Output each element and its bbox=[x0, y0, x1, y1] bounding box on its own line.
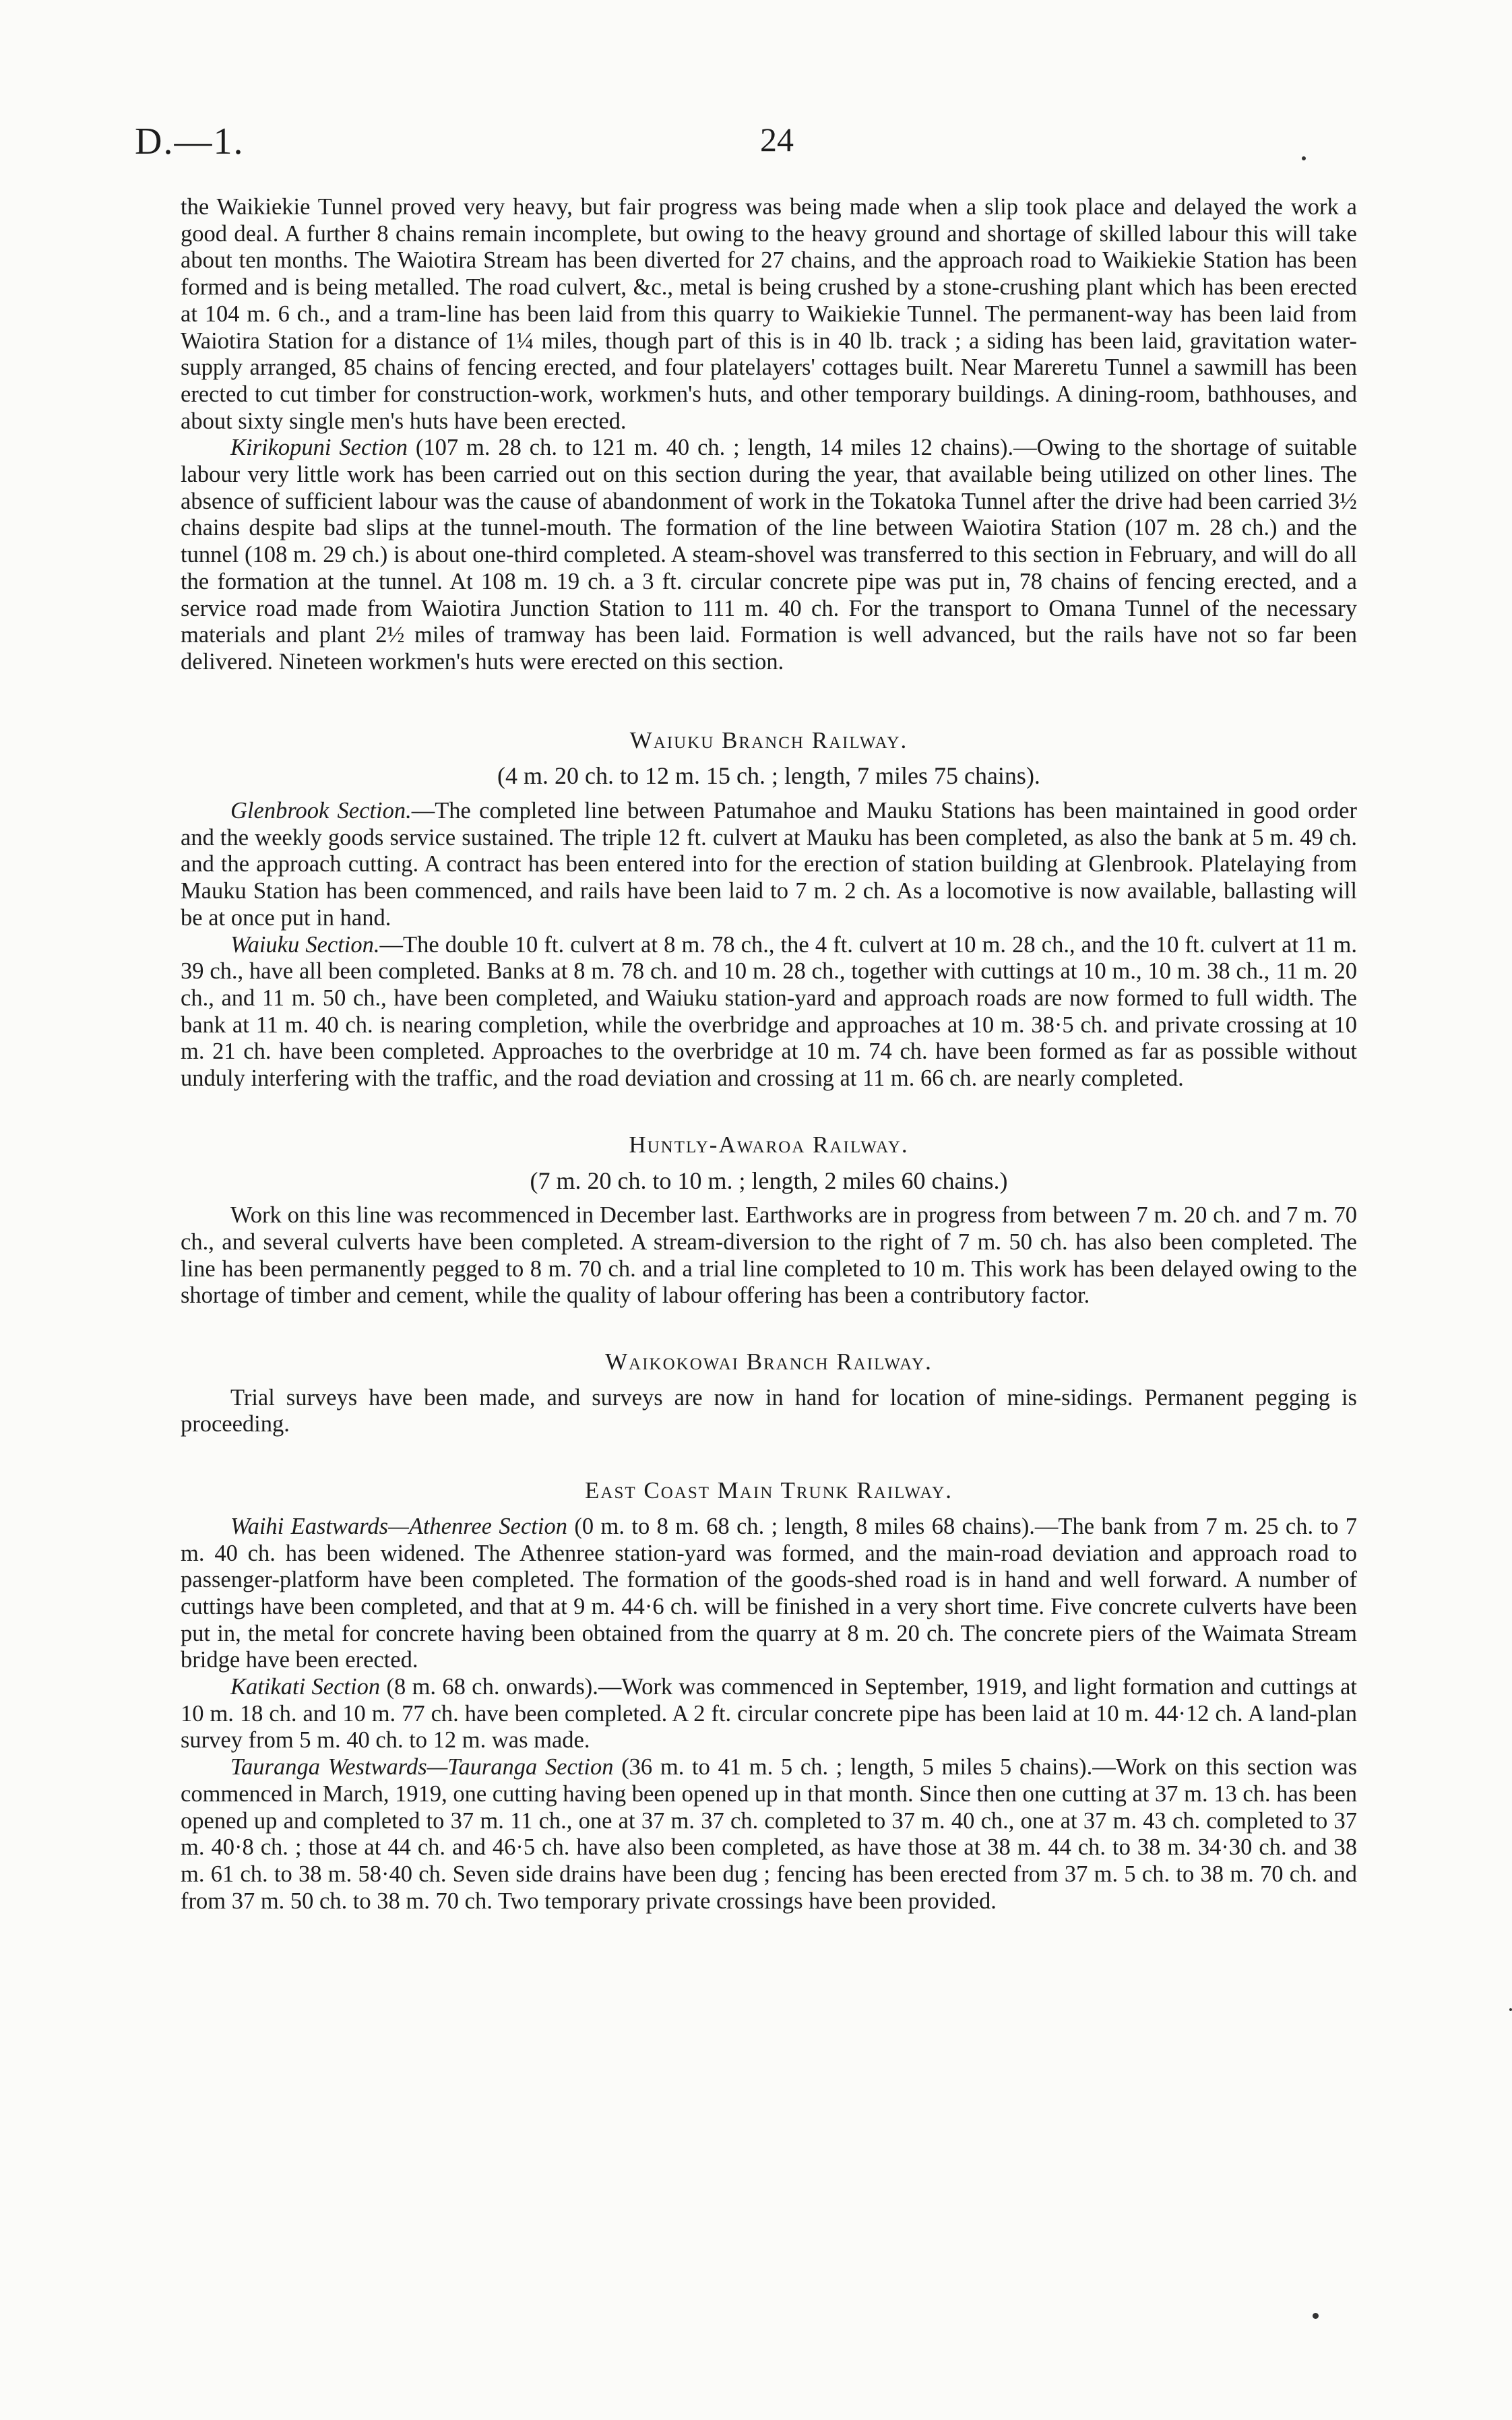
waiuku-heading: Waiuku Branch Railway. bbox=[629, 726, 908, 753]
margin-dot bbox=[1302, 156, 1306, 160]
section-text: (0 m. to 8 m. 68 ch. ; length, 8 miles 68 chains).—The bank from 7 m. 25 ch. to 7 m. 40 ch. has been widened. The Athenree station-yard was formed, and the main-road deviation and approach road to passenger-platform have been completed. The formation of the goods-shed road is in hand and well forward. A number of cuttings have been completed, and that at 9 m. 44·6 ch. will be finished in a very short time. Five concrete culverts have been put in, the metal for concrete having been obtained from the quarry at 8 m. 20 ch. The concrete piers of the Waimata Stream bridge have been erected. bbox=[181, 1513, 1357, 1673]
huntly-paragraph: Work on this line was recommenced in December last. Earthworks are in progress from between 7 m. 20 ch. and 7 m. 70 ch., and several culverts have been completed. A stream-diversion to the right of 7 m. 50 ch. has also been completed. The line has been permanently pegged to 8 m. 70 ch. and a trial line completed to 10 m. This work has been delayed owing to the shortage of timber and cement, while the quality of labour offering has been a contributory factor. bbox=[181, 1202, 1357, 1309]
east-coast-heading: East Coast Main Trunk Railway. bbox=[585, 1477, 953, 1504]
section-title: Katikati Section bbox=[230, 1674, 381, 1700]
margin-dot bbox=[1313, 2313, 1319, 2319]
section-title: Tauranga Westwards—Tauranga Section bbox=[230, 1754, 614, 1780]
text-body bbox=[181, 194, 1357, 1915]
section-title: Kirikopuni Section bbox=[230, 435, 408, 461]
running-header bbox=[135, 120, 1354, 167]
intro-paragraph: the Waikiekie Tunnel proved very heavy, but fair progress was being made when a slip took place and delayed the work a good deal. A further 8 chains remain incomplete, but owing to the heavy ground and shortage of skilled labour this will take about ten months. The Waiotira Stream has been diverted for 27 chains, and the approach road to Waikiekie Station has been formed and is being metalled. The road culvert, &c., metal is being crushed by a stone-crushing plant which has been erected at 104 m. 6 ch., and a tram-line has been laid from this quarry to Waikiekie Tunnel. The permanent-way has been laid from Waiotira Station for a distance of 1¼ miles, though part of this is in 40 lb. track ; a siding has been laid, gravitation water-supply arranged, 85 chains of fencing erected, and four platelayers' cottages built. Near Mareretu Tunnel a sawmill has been erected to cut timber for construction-work, workmen's huts, and other temporary buildings. A dining-room, bathhouses, and about sixty single men's huts have been erected. bbox=[181, 194, 1357, 434]
section-text: —The completed line between Patumahoe and Mauku Stations has been maintained in good order and the weekly goods service sustained. The triple 12 ft. culvert at Mauku has been completed, as also the bank at 5 m. 49 ch. and the approach cutting. A contract has been entered into for the erection of station building at Glenbrook. Platelaying from Mauku Station has been commenced, and rails have been laid to 7 m. 2 ch. As a locomotive is now available, ballasting will be at once put in hand. bbox=[181, 798, 1357, 931]
glenbrook-paragraph bbox=[181, 798, 1357, 932]
huntly-range: (7 m. 20 ch. to 10 m. ; length, 2 miles 60 chains.) bbox=[530, 1167, 1008, 1194]
tauranga-paragraph bbox=[181, 1754, 1357, 1915]
waihi-paragraph bbox=[181, 1514, 1357, 1674]
waiuku-range: (4 m. 20 ch. to 12 m. 15 ch. ; length, 7 miles 75 chains). bbox=[497, 762, 1040, 790]
kirikopuni-paragraph bbox=[181, 435, 1357, 675]
waikokowai-heading: Waikokowai Branch Railway. bbox=[605, 1348, 933, 1375]
section-text: (36 m. to 41 m. 5 ch. ; length, 5 miles 5 chains).—Work on this section was commenced in March, 1919, one cutting having been opened up in that month. Since then one cutting at 37 m. 13 ch. has been opened up and completed to 37 m. 11 ch., one at 37 m. 37 ch. completed to 37 m. 40 ch., one at 37 m. 43 ch. completed to 37 m. 40·8 ch. ; those at 44 ch. and 46·5 ch. have also been completed, as have those at 38 m. 44 ch. to 38 m. 34·30 ch. and 38 m. 61 ch. to 38 m. 58·40 ch. Seven side drains have been dug ; fencing has been erected from 37 m. 5 ch. to 38 m. 70 ch. and from 37 m. 50 ch. to 38 m. 70 ch. Two temporary private crossings have been provided. bbox=[181, 1754, 1358, 1914]
document-reference: D.—1. bbox=[135, 121, 245, 162]
section-title: Glenbrook Section. bbox=[230, 798, 412, 824]
waiuku-section-paragraph bbox=[181, 932, 1357, 1092]
page-number: 24 bbox=[760, 121, 794, 158]
waikokowai-paragraph: Trial surveys have been made, and surveys are now in hand for location of mine-sidings. Permanent pegging is proceeding. bbox=[181, 1384, 1357, 1437]
section-text: (8 m. 68 ch. onwards).—Work was commenced in September, 1919, and light formation and cuttings at 10 m. 18 ch. and 10 m. 77 ch. have been completed. A 2 ft. circular concrete pipe has been laid at 10 m. 44·12 ch. A land-plan survey from 5 m. 40 ch. to 12 m. was made. bbox=[181, 1674, 1357, 1754]
margin-dot bbox=[1509, 2008, 1512, 2011]
katikati-paragraph bbox=[181, 1674, 1357, 1754]
section-text: —The double 10 ft. culvert at 8 m. 78 ch., the 4 ft. culvert at 10 m. 28 ch., and the 10 ft. culvert at 11 m. 39 ch., have all been completed. Banks at 8 m. 78 ch. and 10 m. 28 ch., together with cuttings at 10 m., 10 m. 38 ch., 11 m. 20 ch., and 11 m. 50 ch., have been completed, and Waiuku station-yard and approach roads are now formed to full width. The bank at 11 m. 40 ch. is nearing completion, while the overbridge and approaches at 10 m. 38·5 ch. and private crossing at 10 m. 21 ch. have been completed. Approaches to the overbridge at 10 m. 74 ch. have been formed as far as possible without unduly interfering with the traffic, and the road deviation and crossing at 11 m. 66 ch. are nearly completed. bbox=[181, 931, 1358, 1092]
section-title: Waiuku Section. bbox=[230, 931, 380, 958]
section-title: Waihi Eastwards—Athenree Section bbox=[230, 1513, 567, 1539]
section-text: (107 m. 28 ch. to 121 m. 40 ch. ; length, 14 miles 12 chains).—Owing to the shortage of suitable labour very little work has been carried out on this section during the year, that available being utilized on other lines. The absence of sufficient labour was the cause of abandonment of work in the Tokatoka Tunnel after the drive had been carried 3½ chains despite bad slips at the tunnel-mouth. The formation of the line between Waiotira Station (107 m. 28 ch.) and the tunnel (108 m. 29 ch.) is about one-third completed. A steam-shovel was transferred to this section in February, and will do all the formation at the tunnel. At 108 m. 19 ch. a 3 ft. circular concrete pipe was put in, 78 chains of fencing erected, and a service road made from Waiotira Junction Station to 111 m. 40 ch. For the transport to Omana Tunnel of the necessary materials and plant 2½ miles of tramway has been laid. Formation is well advanced, but the rails have not so far been delivered. Nineteen workmen's huts were erected on this section. bbox=[181, 435, 1357, 675]
huntly-heading: Huntly-Awaroa Railway. bbox=[629, 1131, 909, 1158]
